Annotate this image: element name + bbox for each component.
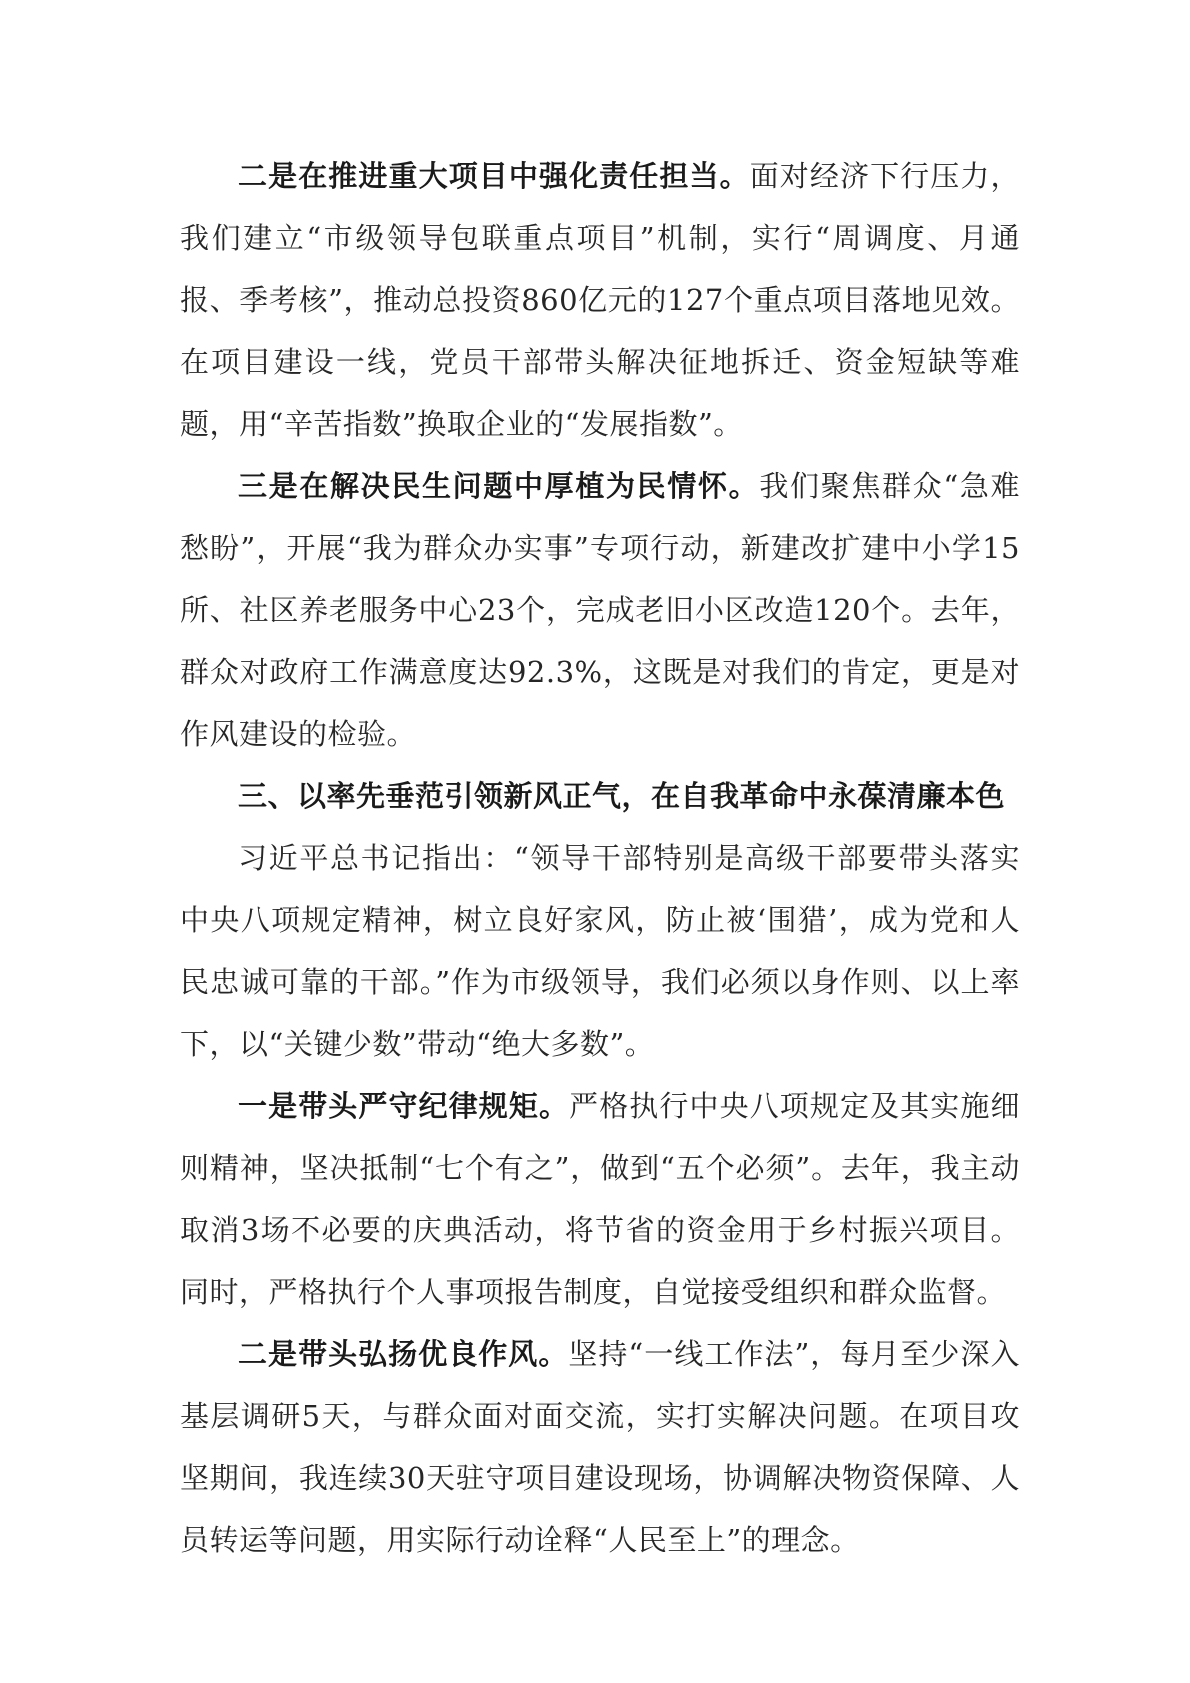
paragraph-text: 坚持“一线工作法”，每月至少深入基层调研5天，与群众面对面交流，实打实解决问题。在项目攻坚期间，我连续30天驻守项目建设现场，协调解决物资保障、人员转运等问题，用实际行动诠释“人民至上”的理念。 <box>180 1337 1020 1557</box>
paragraph-lead: 二是带头弘扬优良作风。 <box>238 1337 569 1371</box>
paragraph-text: 我们聚焦群众“急难愁盼”，开展“我为群众办实事”专项行动，新建改扩建中小学15所、社区养老服务中心23个，完成老旧小区改造120个。去年，群众对政府工作满意度达92.3%，这既是对我们的肯定，更是对作风建设的检验。 <box>180 469 1020 751</box>
paragraph-lead: 三是在解决民生问题中厚植为民情怀。 <box>238 469 760 503</box>
paragraph-text: 严格执行中央八项规定及其实施细则精神，坚决抵制“七个有之”，做到“五个必须”。去年，我主动取消3场不必要的庆典活动，将节省的资金用于乡村振兴项目。同时，严格执行个人事项报告制度，自觉接受组织和群众监督。 <box>180 1089 1020 1309</box>
paragraph-discipline <box>180 1075 1020 1323</box>
section-heading: 三、以率先垂范引领新风正气，在自我革命中永葆清廉本色 <box>238 779 1006 813</box>
paragraph-intro: 习近平总书记指出：“领导干部特别是高级干部要带头落实中央八项规定精神，树立良好家风，防止被‘围猎’，成为党和人民忠诚可靠的干部。”作为市级领导，我们必须以身作则、以上率下，以“关键少数”带动“绝大多数”。 <box>180 841 1020 1061</box>
paragraph-lead: 二是在推进重大项目中强化责任担当。 <box>238 159 750 193</box>
paragraph-major-projects <box>180 145 1020 455</box>
paragraph-text: 面对经济下行压力，我们建立“市级领导包联重点项目”机制，实行“周调度、月通报、季考核”，推动总投资860亿元的127个重点项目落地见效。在项目建设一线，党员干部带头解决征地拆迁、资金短缺等难题，用“辛苦指数”换取企业的“发展指数”。 <box>180 159 1020 441</box>
paragraph-work-style <box>180 1323 1020 1571</box>
paragraph-livelihood <box>180 455 1020 765</box>
paragraph-lead: 一是带头严守纪律规矩。 <box>238 1089 570 1123</box>
document-body <box>180 145 1020 1571</box>
